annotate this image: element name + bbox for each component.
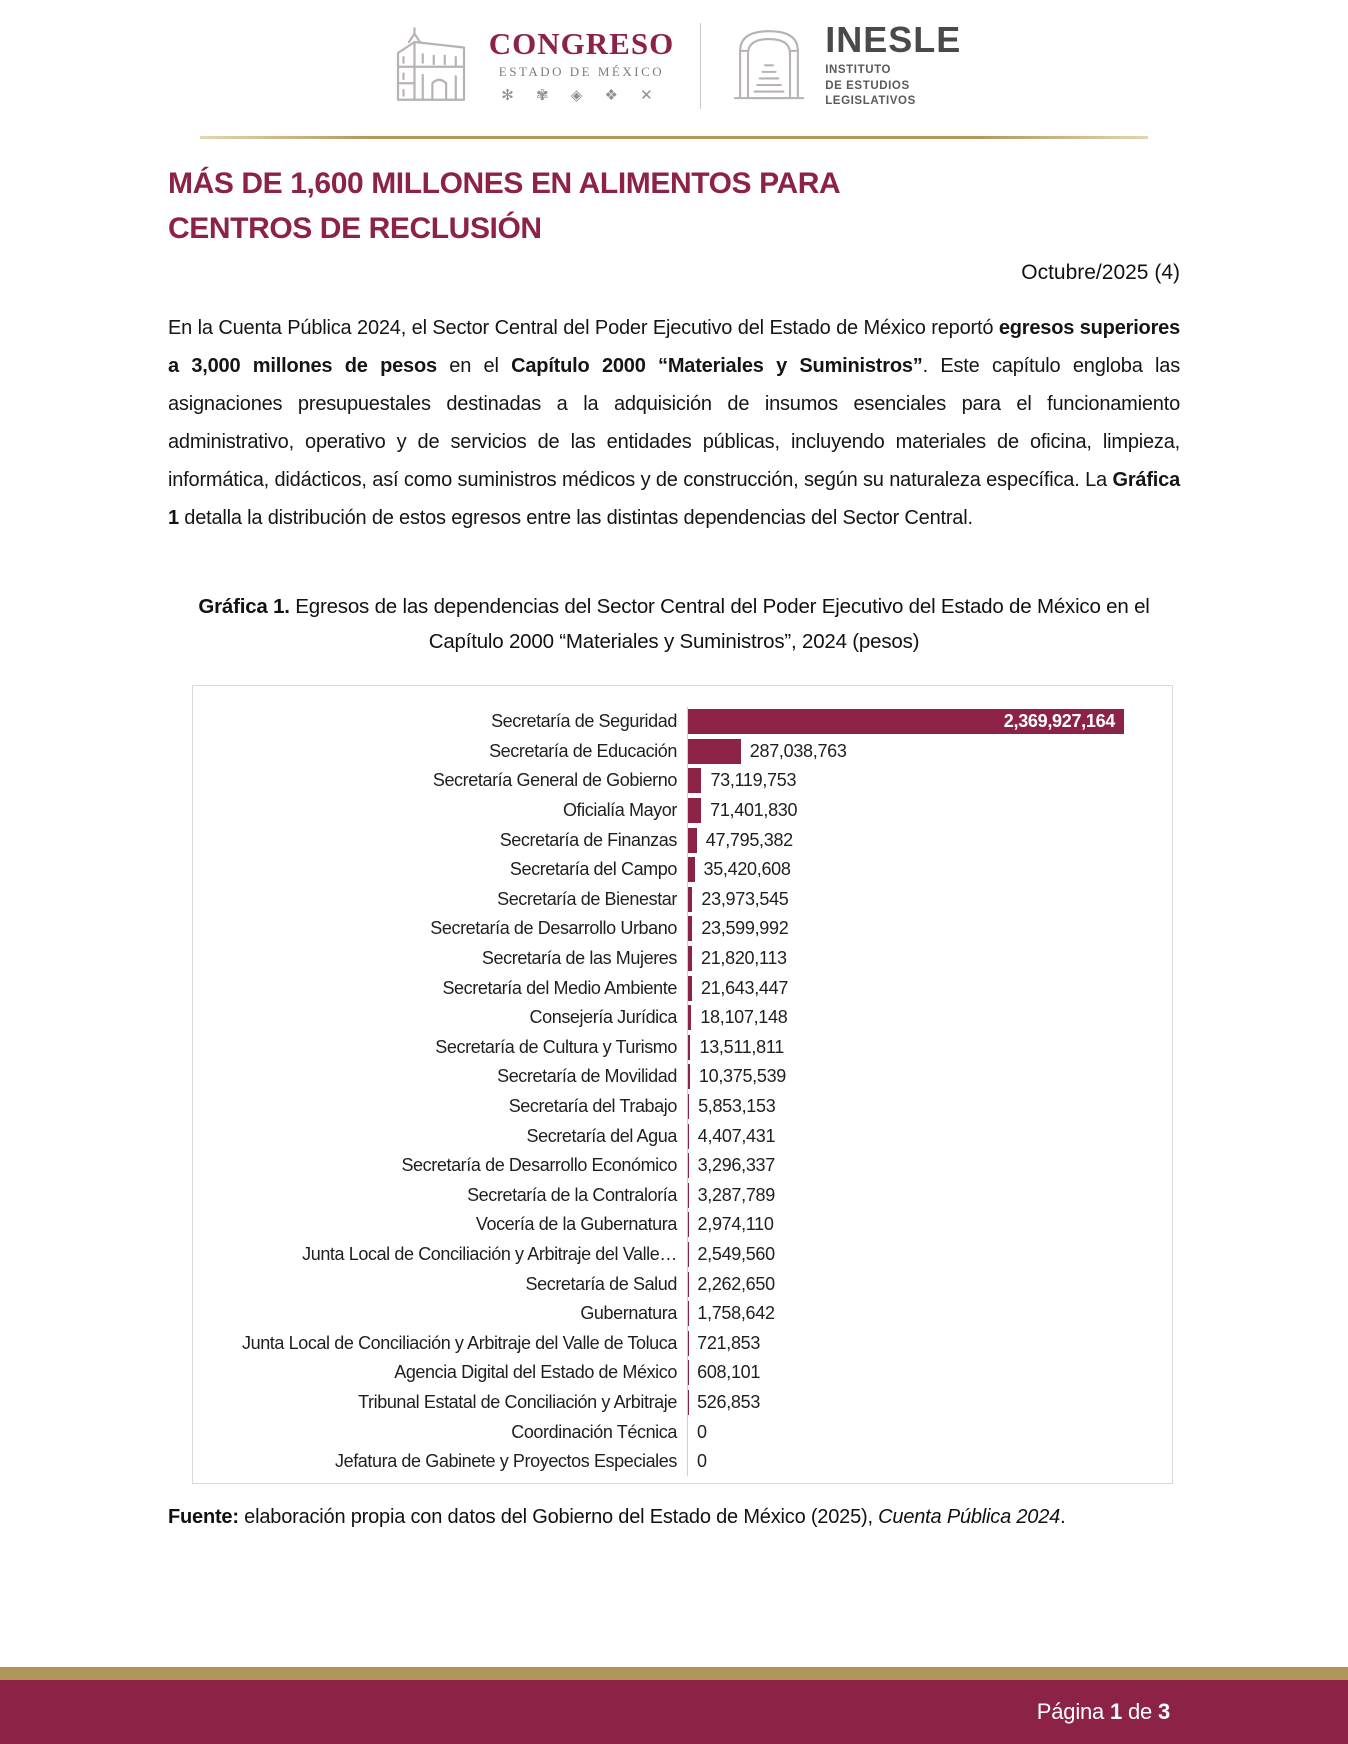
chart-category-label: Tribunal Estatal de Conciliación y Arbitraje	[358, 1391, 677, 1412]
congreso-logo	[387, 20, 674, 113]
chart-bar	[688, 1183, 689, 1208]
inesle-subtitle-line3: LEGISLATIVOS	[825, 95, 916, 108]
chart-row	[193, 1240, 1172, 1270]
chart-bar	[688, 1064, 690, 1089]
chart-row	[193, 885, 1172, 915]
intro-segment-bold: egresos superiores a 3,000 millones de pesos	[168, 317, 1180, 377]
chart-bar-area	[687, 885, 1172, 915]
chart-value-label: 0	[697, 1421, 707, 1442]
date-label: Octubre/2025 (4)	[1021, 261, 1180, 284]
source-period: .	[1060, 1506, 1066, 1529]
chart-bar-area	[687, 1210, 1172, 1240]
chart-category-label: Secretaría del Trabajo	[508, 1096, 677, 1117]
chart-category-label: Jefatura de Gabinete y Proyectos Especiales	[334, 1451, 677, 1472]
chart-category-label: Secretaría de Desarrollo Económico	[401, 1155, 677, 1176]
chart-bar	[688, 768, 701, 793]
chart-value-label: 287,038,763	[749, 740, 847, 761]
inesle-logo	[727, 19, 962, 111]
chart-category-label: Secretaría de las Mujeres	[481, 948, 677, 969]
footer-maroon-bar	[0, 1680, 1348, 1744]
chart-value-label: 721,853	[697, 1332, 761, 1353]
chart-bar-area	[687, 1003, 1172, 1033]
header-rule	[200, 136, 1148, 139]
chart-value-label: 47,795,382	[705, 829, 793, 850]
chart-row	[193, 1151, 1172, 1181]
chart-category-label: Secretaría de Finanzas	[499, 829, 677, 850]
chart-value-label: 18,107,148	[700, 1007, 788, 1028]
chart-row	[193, 825, 1172, 855]
chart-value-label: 2,369,927,164	[1003, 711, 1115, 732]
chart-bar-area	[687, 1328, 1172, 1358]
chart-bar-area	[687, 1121, 1172, 1151]
chart-row	[193, 1181, 1172, 1211]
chart-bar	[688, 946, 692, 971]
chart-caption-label: Gráfica 1.	[198, 595, 290, 618]
chart-row	[193, 1447, 1172, 1477]
chart-category-label: Secretaría de Bienestar	[497, 888, 677, 909]
intro-paragraph	[168, 309, 1180, 537]
chart-bar-area	[687, 1033, 1172, 1063]
chart-value-label: 5,853,153	[698, 1096, 776, 1117]
chart-bar-area	[687, 737, 1172, 767]
chart-category-label: Secretaría de Seguridad	[491, 711, 677, 732]
chart-row	[193, 707, 1172, 737]
footer-gold-bar	[0, 1667, 1348, 1680]
chart-value-label: 23,973,545	[701, 888, 789, 909]
chart-row	[193, 1299, 1172, 1329]
chart-row	[193, 1388, 1172, 1418]
chart-value-label: 2,262,650	[697, 1273, 775, 1294]
chart-bar	[688, 1212, 689, 1237]
chart-row	[193, 1417, 1172, 1447]
chart-value-label: 0	[697, 1451, 707, 1472]
page-number	[1037, 1699, 1170, 1725]
chart-row	[193, 1121, 1172, 1151]
chart-bar-area	[687, 1062, 1172, 1092]
chart-value-label: 4,407,431	[697, 1125, 776, 1146]
chart-bar-area	[687, 973, 1172, 1003]
chart-bar	[688, 1124, 689, 1149]
chart-category-label: Junta Local de Conciliación y Arbitraje del Valle…	[302, 1243, 677, 1264]
source-note	[168, 1506, 1180, 1529]
intro-segment: en el	[436, 355, 512, 377]
chart-bar-area	[687, 825, 1172, 855]
chart-bar-area	[687, 1240, 1172, 1270]
chart-value-label: 608,101	[697, 1362, 761, 1383]
inesle-subtitle	[825, 63, 916, 110]
inesle-arch-icon	[727, 22, 811, 111]
page-title-line1: MÁS DE 1,600 MILLONES EN ALIMENTOS PARA	[168, 167, 841, 200]
chart-value-label: 71,401,830	[710, 800, 798, 821]
chart-bar-area	[687, 766, 1172, 796]
chart-row	[193, 1210, 1172, 1240]
chart-value-label: 3,287,789	[697, 1184, 775, 1205]
chart-bar	[688, 1035, 690, 1060]
chart-value-label: 2,549,560	[697, 1243, 775, 1264]
chart-bar-area	[687, 1358, 1172, 1388]
chart-category-label: Secretaría General de Gobierno	[432, 770, 677, 791]
chart-value-label: 21,820,113	[701, 948, 787, 969]
chart-row	[193, 737, 1172, 767]
chart-row	[193, 1328, 1172, 1358]
page-number-prefix: Página	[1036, 1699, 1110, 1724]
chart-bar	[688, 739, 741, 764]
chart-category-label: Secretaría de Salud	[525, 1273, 677, 1294]
source-italic: Cuenta Pública 2024	[878, 1506, 1061, 1529]
chart-row	[193, 1269, 1172, 1299]
chart-bar	[688, 916, 692, 941]
chart-row	[193, 1033, 1172, 1063]
chart-value-label: 2,974,110	[697, 1214, 774, 1235]
chart-value-label: 21,643,447	[700, 977, 789, 998]
page-content	[0, 161, 1348, 1529]
chart-category-label: Secretaría de Movilidad	[497, 1066, 677, 1087]
header-divider	[700, 23, 701, 109]
chart-bar-area	[687, 1388, 1172, 1418]
congreso-wordmark	[488, 25, 675, 105]
chart-row	[193, 1358, 1172, 1388]
chart-bar-area	[687, 1447, 1172, 1477]
bar-chart	[192, 685, 1173, 1484]
chart-value-label: 10,375,539	[698, 1066, 786, 1087]
chart-row	[193, 1092, 1172, 1122]
chart-bar	[688, 976, 692, 1001]
chart-bar-area	[687, 1092, 1172, 1122]
chart-value-label: 35,420,608	[703, 859, 791, 880]
chart-category-label: Agencia Digital del Estado de México	[394, 1362, 677, 1383]
footer	[0, 1667, 1348, 1744]
chart-row	[193, 973, 1172, 1003]
page-number-middle: de	[1122, 1699, 1158, 1724]
chart-row	[193, 944, 1172, 974]
chart-caption-text: Egresos de las dependencias del Sector Central del Poder Ejecutivo del Estado de México en el Capítulo 2000 “Materiales y Suministros”, 2024 (pesos)	[289, 595, 1150, 653]
chart-category-label: Secretaría del Agua	[526, 1125, 677, 1146]
intro-segment: . Este capítulo engloba las asignaciones presupuestales destinadas a la adquisición de insumos esenciales para el funcionamiento administrativo, operativo y de servicios de las entidades públicas, incluyendo materiales de oficina, limpieza, informática, didácticos, así como suministros médicos y de construcción, según su naturaleza específica. La	[168, 355, 1180, 491]
chart-caption	[179, 589, 1169, 659]
congreso-building-icon	[387, 20, 475, 113]
page-title	[168, 161, 1180, 251]
chart-bar-area	[687, 914, 1172, 944]
chart-bar-area	[687, 1299, 1172, 1329]
intro-segment: En la Cuenta Pública 2024, el Sector Central del Poder Ejecutivo del Estado de México reportó	[168, 317, 999, 339]
page-number-total: 3	[1157, 1699, 1170, 1724]
chart-row	[193, 766, 1172, 796]
inesle-subtitle-line2: DE ESTUDIOS	[825, 79, 910, 92]
page-title-line2: CENTROS DE RECLUSIÓN	[168, 212, 542, 245]
chart-bar	[688, 1153, 689, 1178]
chart-value-label: 23,599,992	[701, 918, 789, 939]
chart-value-label: 3,296,337	[697, 1155, 775, 1176]
chart-bar	[688, 798, 701, 823]
chart-row	[193, 914, 1172, 944]
chart-row	[193, 1003, 1172, 1033]
chart-bar-area	[687, 1269, 1172, 1299]
chart-category-label: Consejería Jurídica	[529, 1007, 677, 1028]
intro-segment-bold: Capítulo 2000 “Materiales y Suministros”	[511, 355, 923, 377]
chart-bar	[688, 1005, 691, 1030]
chart-value-label: 13,511,811	[699, 1036, 784, 1057]
chart-category-label: Secretaría de la Contraloría	[467, 1184, 677, 1205]
chart-category-label: Oficialía Mayor	[562, 800, 677, 821]
source-text: elaboración propia con datos del Gobierno del Estado de México (2025),	[238, 1506, 879, 1529]
chart-bar-area	[687, 796, 1172, 826]
inesle-title: INESLE	[825, 19, 962, 61]
congreso-title: CONGRESO	[488, 25, 675, 61]
chart-bar-area	[687, 944, 1172, 974]
header	[0, 0, 1348, 116]
chart-value-label: 73,119,753	[710, 770, 797, 791]
chart-category-label: Secretaría del Campo	[509, 859, 677, 880]
chart-bar-area	[687, 1417, 1172, 1447]
chart-value-label: 526,853	[697, 1391, 761, 1412]
chart-rows	[193, 707, 1172, 1476]
intro-segment: detalla la distribución de estos egresos entre las distintas dependencias del Sector Central.	[178, 507, 973, 529]
chart-row	[193, 855, 1172, 885]
chart-bar-area	[687, 855, 1172, 885]
chart-bar	[688, 887, 692, 912]
chart-row	[193, 1062, 1172, 1092]
chart-category-label: Secretaría de Educación	[489, 740, 677, 761]
chart-bar	[688, 857, 695, 882]
chart-category-label: Junta Local de Conciliación y Arbitraje del Valle de Toluca	[241, 1332, 677, 1353]
chart-bar-area	[687, 1151, 1172, 1181]
chart-category-label: Secretaría de Desarrollo Urbano	[430, 918, 677, 939]
chart-bar	[688, 709, 1124, 734]
congreso-subtitle: ESTADO DE MÉXICO	[498, 64, 665, 80]
chart-category-label: Coordinación Técnica	[511, 1421, 677, 1442]
inesle-subtitle-line1: INSTITUTO	[825, 64, 892, 77]
page-number-current: 1	[1110, 1699, 1123, 1724]
chart-category-label: Vocería de la Gubernatura	[475, 1214, 677, 1235]
chart-bar	[688, 1094, 689, 1119]
chart-category-label: Gubernatura	[580, 1303, 677, 1324]
chart-bar-area	[687, 707, 1172, 737]
congreso-ornaments-icon: ✻ ✾ ◈ ❖ ✕	[501, 87, 662, 105]
chart-row	[193, 796, 1172, 826]
chart-value-label: 1,758,642	[697, 1303, 775, 1324]
chart-bar	[688, 828, 697, 853]
chart-bar-area	[687, 1181, 1172, 1211]
chart-category-label: Secretaría del Medio Ambiente	[442, 977, 677, 998]
inesle-wordmark	[825, 19, 962, 110]
chart-category-label: Secretaría de Cultura y Turismo	[435, 1036, 677, 1057]
intro-segment-bold: Gráfica 1	[168, 469, 1180, 529]
source-label: Fuente:	[168, 1506, 239, 1529]
